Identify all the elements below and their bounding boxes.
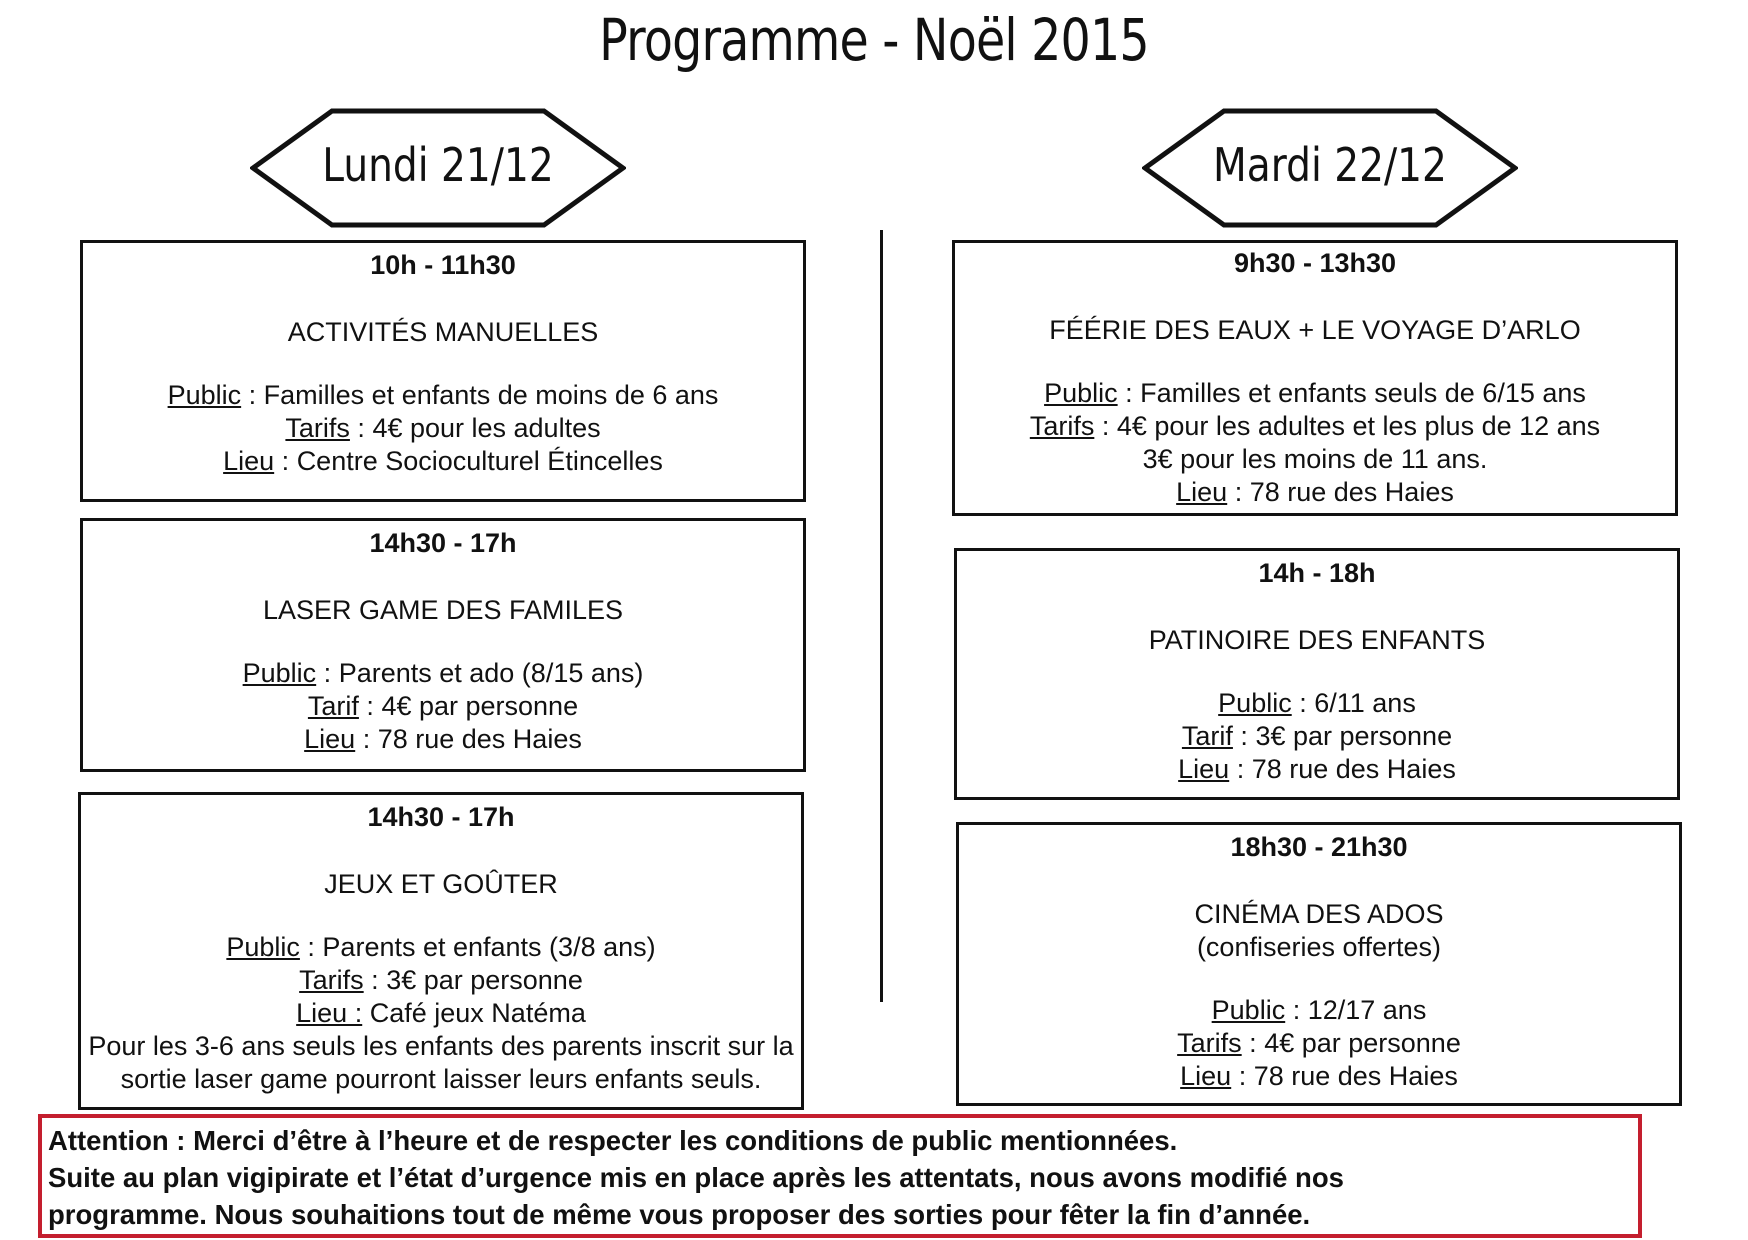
attention-line: programme. Nous souhaitions tout de même vous proposer des sorties pour fêter la fin d’année. <box>48 1199 1311 1230</box>
event-details <box>83 657 803 756</box>
detail-public: Public : 12/17 ans <box>1211 995 1427 1025</box>
event-details <box>959 994 1679 1093</box>
event-card <box>80 240 806 502</box>
event-card <box>80 518 806 772</box>
event-name: LASER GAME DES FAMILES <box>262 595 624 625</box>
event-name: CINÉMA DES ADOS <box>1194 899 1444 929</box>
detail-lieu: Lieu : 78 rue des Haies <box>1180 1061 1458 1091</box>
column-divider <box>880 230 883 1002</box>
detail-tarifs: Tarifs : 3€ par personne <box>299 965 583 995</box>
detail-tarifs: Tarifs : 4€ pour les adultes <box>285 413 601 443</box>
detail-lieu: Lieu : 78 rue des Haies <box>1176 477 1454 507</box>
event-details <box>957 687 1677 786</box>
detail-tarifs-continued: 3€ pour les moins de 11 ans. <box>1142 444 1488 474</box>
event-name: ACTIVITÉS MANUELLES <box>287 317 599 347</box>
event-details <box>81 931 801 1096</box>
event-time: 14h - 18h <box>1258 558 1376 588</box>
event-card <box>952 240 1678 516</box>
detail-tarifs: Tarifs : 4€ pour les adultes et les plus de 12 ans <box>1029 411 1601 441</box>
event-time: 14h30 - 17h <box>367 802 515 832</box>
event-name: PATINOIRE DES ENFANTS <box>1148 625 1486 655</box>
detail-public: Public : Parents et ado (8/15 ans) <box>242 658 644 688</box>
event-time: 9h30 - 13h30 <box>1233 248 1397 278</box>
attention-notice <box>38 1114 1642 1238</box>
event-details <box>955 377 1675 509</box>
event-note: sortie laser game pourront laisser leurs enfants seuls. <box>120 1064 762 1094</box>
detail-lieu: Lieu : 78 rue des Haies <box>304 724 582 754</box>
detail-public: Public : Familles et enfants de moins de 6 ans <box>167 380 719 410</box>
event-time: 10h - 11h30 <box>370 250 516 280</box>
event-time: 18h30 - 21h30 <box>1230 832 1408 862</box>
event-name: FÉÉRIE DES EAUX + LE VOYAGE D’ARLO <box>1049 315 1581 345</box>
day-header-tuesday <box>1142 108 1518 228</box>
detail-tarif: Tarif : 4€ par personne <box>307 691 579 721</box>
detail-public: Public : Parents et enfants (3/8 ans) <box>226 932 656 962</box>
day-label: Lundi 21/12 <box>322 138 554 192</box>
detail-public: Public : Familles et enfants seuls de 6/15 ans <box>1044 378 1586 408</box>
event-time: 14h30 - 17h <box>369 528 517 558</box>
detail-lieu: Lieu : 78 rue des Haies <box>1178 754 1456 784</box>
event-card <box>78 792 804 1110</box>
detail-lieu: Lieu : Café jeux Natéma <box>296 998 586 1028</box>
detail-tarifs: Tarifs : 4€ par personne <box>1177 1028 1461 1058</box>
event-details <box>83 379 803 478</box>
detail-tarif: Tarif : 3€ par personne <box>1181 721 1453 751</box>
detail-lieu: Lieu : Centre Socioculturel Étincelles <box>223 446 663 476</box>
attention-line: Attention : Merci d’être à l’heure et de respecter les conditions de public mentionnées. <box>48 1125 1178 1156</box>
attention-line: Suite au plan vigipirate et l’état d’urgence mis en place après les attentats, nous avons modifié nos <box>48 1162 1344 1193</box>
detail-public: Public : 6/11 ans <box>1218 688 1416 718</box>
event-subtitle: (confiseries offertes) <box>1196 932 1442 962</box>
event-card <box>956 822 1682 1106</box>
event-name: JEUX ET GOÛTER <box>324 869 558 899</box>
event-note: Pour les 3-6 ans seuls les enfants des parents inscrit sur la <box>88 1031 794 1061</box>
day-header-monday <box>250 108 626 228</box>
day-label: Mardi 22/12 <box>1213 138 1447 192</box>
event-card <box>954 548 1680 800</box>
page-title: Programme - Noël 2015 <box>599 6 1149 74</box>
